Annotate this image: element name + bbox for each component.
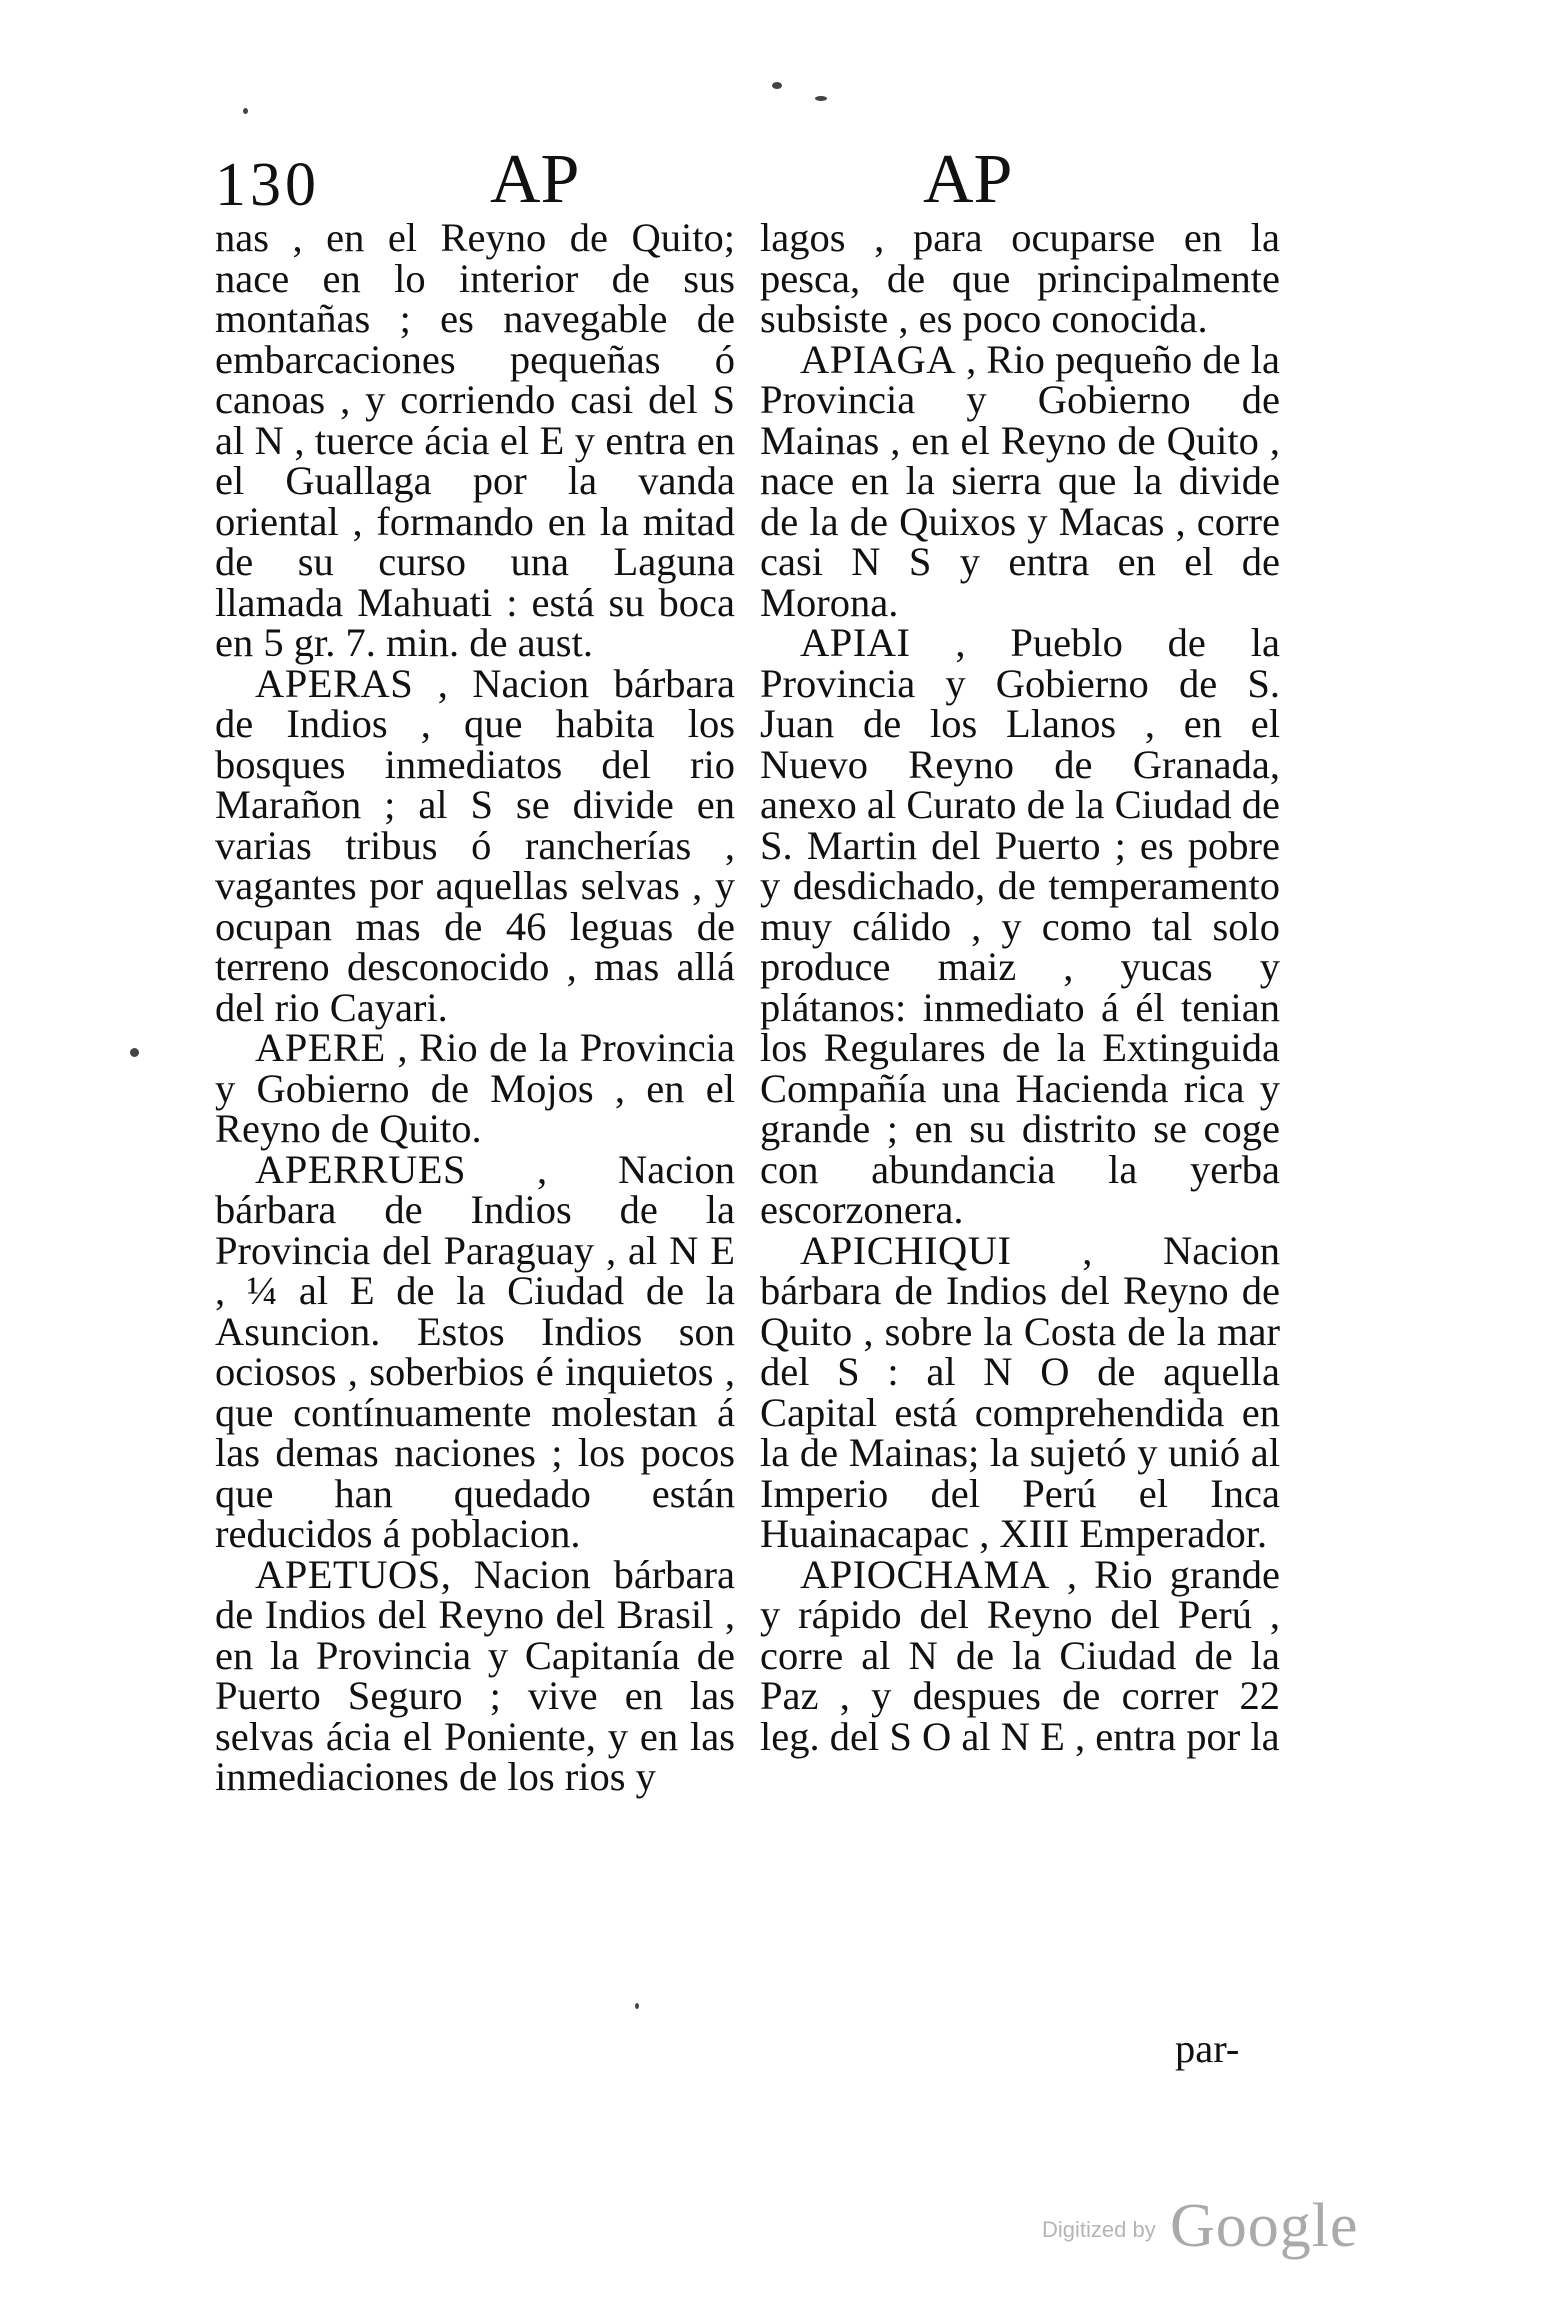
google-logo: Google	[1170, 2192, 1359, 2260]
entry-headword: APERE	[255, 1025, 386, 1070]
catchword: par-	[1175, 2026, 1240, 2071]
running-head-left: AP	[490, 141, 580, 218]
entry-headword: APIOCHAMA	[800, 1551, 1050, 1597]
entry-text: lagos , para ocuparse en la pesca, de que principalmente subsiste , es poco conocida.	[760, 215, 1280, 341]
ink-speck	[772, 82, 782, 89]
entry-text: , Nacion bárbara de Indios del Reyno de Quito , sobre la Costa de la mar del S : al N O de aquella Capital está comprehendida en la de Mainas; la sujetó y unió al Imperio del Perú el Inca Huainacapac , XIII Emperador.	[760, 1227, 1280, 1556]
ink-speck	[635, 2003, 639, 2009]
entry-headword: APETUOS	[255, 1551, 441, 1597]
entry-headword: APICHIQUI	[800, 1227, 1012, 1273]
entry-headword: APERRUES	[255, 1146, 467, 1192]
watermark-label: Digitized by	[1042, 2217, 1156, 2242]
entry-paragraph	[215, 1551, 735, 1799]
entry-paragraph	[760, 620, 1280, 1232]
page-number: 130	[215, 151, 320, 219]
entry-text: , Rio de la Provincia y Gobierno de Mojos , en el Reyno de Quito.	[215, 1025, 735, 1151]
digitized-watermark	[1042, 2192, 1382, 2265]
left-column	[215, 215, 735, 1799]
entry-text: , Nacion bárbara de Indios del Reyno del Brasil , en la Provincia y Capitanía de Puerto Seguro ; vive en las selvas ácia el Poniente, y en las inmediaciones de los rios y	[215, 1551, 735, 1799]
entry-text: , Rio pequeño de la Provincia y Gobierno de Mainas , en el Reyno de Quito , nace en la sierra que la divide de la de Quixos y Macas , corre casi N S y entra en el de Morona.	[760, 336, 1280, 625]
entry-paragraph	[760, 1551, 1280, 1759]
entry-text: , Pueblo de la Provincia y Gobierno de S. Juan de los Llanos , en el Nuevo Reyno de Granada, anexo al Curato de la Ciudad de S. Martin del Puerto ; es pobre y desdichado, de temperamento muy cálido , y como tal solo produce maiz , yucas y plátanos: inmediato á él tenian los Regulares de la Extinguida Compañía una Hacienda rica y grande ; en su distrito se coge con abundancia la yerba escorzonera.	[760, 620, 1280, 1232]
entry-text: nas , en el Reyno de Quito; nace en lo interior de sus montañas ; es navegable de embarcaciones pequeñas ó canoas , y corriendo casi del S al N , tuerce ácia el E y entra en el Guallaga por la vanda oriental , formando en la mitad de su curso una Laguna llamada Mahuati : está su boca en 5 gr. 7. min. de aust.	[215, 215, 735, 665]
ink-speck	[130, 1048, 139, 1057]
entry-text: , Rio grande y rápido del Reyno del Perú , corre al N de la Ciudad de la Paz , y despues de correr 22 leg. del S O al N E , entra por la	[760, 1551, 1280, 1759]
entry-text: , Nacion bárbara de Indios , que habita los bosques inmediatos del rio Marañon ; al S se divide en varias tribus ó rancherías , vagantes por aquellas selvas , y ocupan mas de 46 leguas de terreno desconocido , mas allá del rio Cayari.	[215, 660, 735, 1030]
entry-paragraph	[215, 1025, 735, 1151]
entry-paragraph	[760, 215, 1280, 341]
right-column	[760, 215, 1280, 1759]
entry-headword: APIAI	[800, 620, 911, 665]
ink-speck	[243, 108, 248, 114]
entry-headword: APIAGA	[800, 336, 957, 382]
entry-paragraph	[215, 1146, 735, 1556]
entry-paragraph	[760, 1227, 1280, 1556]
entry-text: , Nacion bárbara de Indios de la Provincia del Paraguay , al N E , ¼ al E de la Ciudad de la Asuncion. Estos Indios son ociosos , soberbios é inquietos , que contínuamente molestan á las demas naciones ; los pocos que han quedado están reducidos á poblacion.	[215, 1146, 735, 1556]
entry-paragraph	[215, 660, 735, 1030]
entry-paragraph	[215, 215, 735, 665]
entry-headword: APERAS	[255, 660, 414, 706]
entry-paragraph	[760, 336, 1280, 625]
ink-speck	[815, 96, 827, 101]
running-head-right: AP	[923, 141, 1013, 218]
